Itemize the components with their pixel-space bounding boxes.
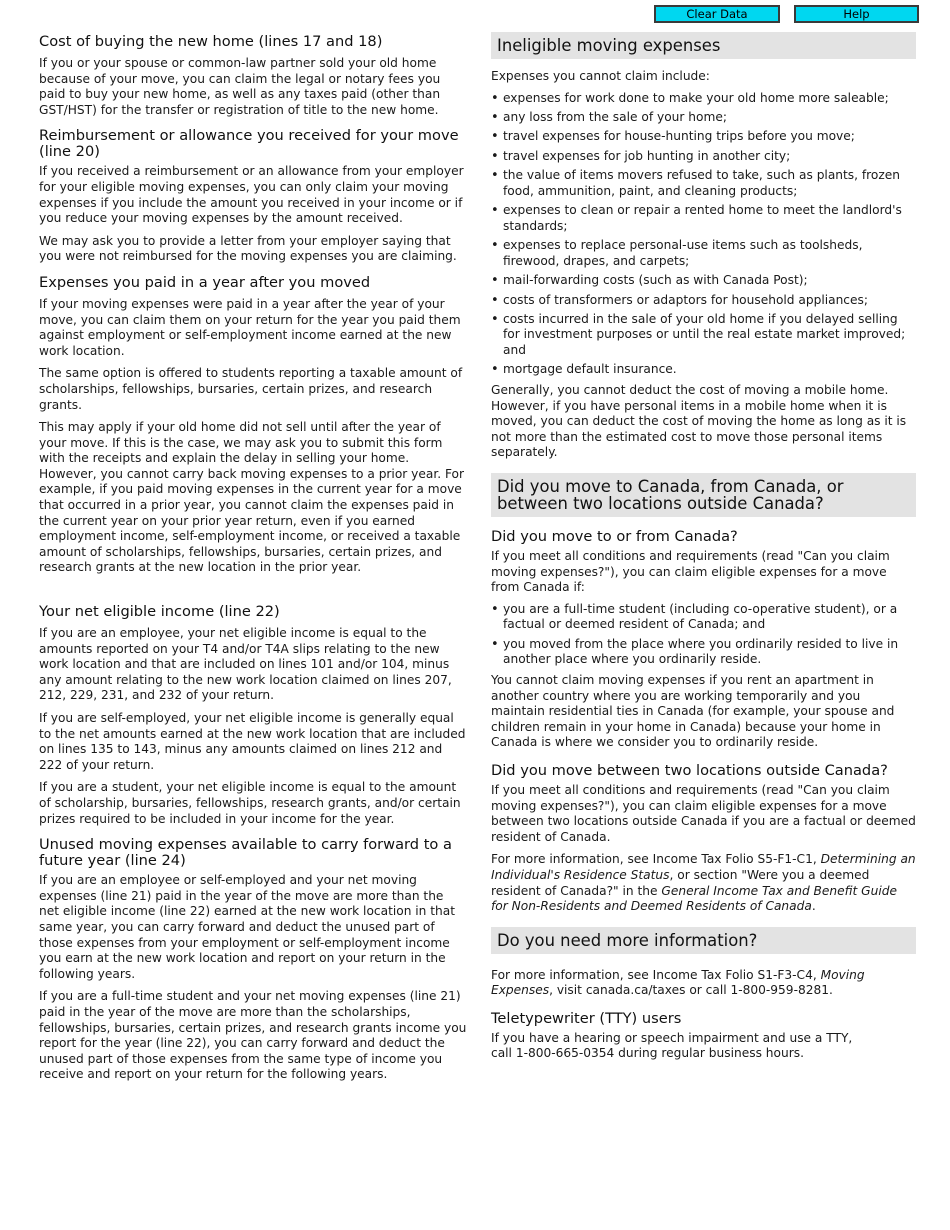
paragraph xyxy=(491,968,916,999)
section-move-canada xyxy=(491,473,916,915)
publication-title: General Income Tax and Benefit Guide for Non-Residents and Deemed Residents of Canada xyxy=(491,883,897,914)
section-heading: Teletypewriter (TTY) users xyxy=(491,1009,682,1027)
paragraph: If you received a reimbursement or an allowance from your employer for your eligible moving expenses, you can only claim your moving expenses if you include the amount you received in your income or if you reduce your moving expenses by the amount received. xyxy=(39,164,464,226)
list-item: • travel expenses for job hunting in another city; xyxy=(491,149,916,165)
text-run: For more information, see Income Tax Folio S1-F3-C4, xyxy=(491,967,821,982)
list-item: • travel expenses for house-hunting trips before you move; xyxy=(491,129,916,145)
list-item: • mortgage default insurance. xyxy=(491,362,916,378)
section-ineligible-expenses xyxy=(491,32,916,461)
list-item: • expenses for work done to make your old home more saleable; xyxy=(491,91,916,107)
section-heading: Unused moving expenses available to carry forward to a future year (line 24) xyxy=(39,836,452,870)
section-banner: Ineligible moving expenses xyxy=(491,32,916,59)
section-heading: Expenses you paid in a year after you moved xyxy=(39,273,371,291)
publication-title: Moving Expenses xyxy=(491,967,865,998)
list-item: • costs incurred in the sale of your old home if you delayed selling for investment purposes or until the real estate market improved; and xyxy=(491,312,916,359)
help-button[interactable]: Help xyxy=(794,5,919,23)
list-item: • any loss from the sale of your home; xyxy=(491,110,916,126)
right-column xyxy=(491,32,916,1069)
paragraph: If you are an employee, your net eligible income is equal to the amounts reported on your T4 and/or T4A slips relating to the new work location and that are included on lines 101 and/or 104, minus any amount relating to the new work location claimed on lines 207, 212, 229, 231, and 232 of your return. xyxy=(39,626,452,703)
text-run: . xyxy=(811,899,816,914)
section-cost-of-buying xyxy=(39,34,467,118)
section-reimbursement xyxy=(39,128,467,265)
section-heading: Cost of buying the new home (lines 17 and 18) xyxy=(39,33,383,50)
list-item: • expenses to replace personal-use items such as toolsheds, firewood, drapes, and carpets; xyxy=(491,238,916,269)
section-heading: Did you move between two locations outside Canada? xyxy=(491,761,888,779)
paragraph: If your moving expenses were paid in a year after the year of your move, you can claim them on your return for the year you paid them against employment or self-employment income earned at the new work location. xyxy=(39,296,461,358)
paragraph: This may apply if your old home did not sell until after the year of your move. If this is the case, we may ask you to submit this form with the receipts and explain the delay in selling your home. However, you cannot carry back moving expenses to a prior year. For example, if you paid moving expenses in the current year for a move that occurred in a prior year, you cannot claim the expenses paid in the current year on your prior year return, even if you earned employment income, self-employment income, or received a taxable amount of scholarships, fellowships, bursaries, certain prizes, and research grants at the new location in the prior year. xyxy=(39,420,465,575)
text-run: , visit canada.ca/taxes or call 1-800-959-8281. xyxy=(549,983,833,998)
paragraph: If you are a full-time student and your net moving expenses (line 21) paid in the year of the move are more than the scholarships, fellowships, bursaries, certain prizes, and research grants income you report for the year (line 22), you can carry forward and deduct the unused part of those expenses from the same type of income you receive and report on your return for the following years. xyxy=(39,989,467,1082)
list-item: • you are a full-time student (including co-operative student), or a factual or deemed resident of Canada; and xyxy=(491,602,916,633)
section-banner: Do you need more information? xyxy=(491,927,916,954)
text-run: For more information, see Income Tax Folio S5-F1-C1, xyxy=(491,852,821,867)
ineligible-list xyxy=(491,91,916,378)
section-expenses-after-move xyxy=(39,275,467,576)
paragraph: The same option is offered to students reporting a taxable amount of scholarships, fellowships, bursaries, certain prizes, and research grants. xyxy=(39,366,463,412)
clear-data-button[interactable]: Clear Data xyxy=(654,5,780,23)
paragraph: Generally, you cannot deduct the cost of moving a mobile home. However, if you have personal items in a mobile home when it is moved, you can deduct the cost of moving the home as long as it is not more than the estimated cost to move those personal items separately. xyxy=(491,383,907,460)
paragraph: If you meet all conditions and requirements (read "Can you claim moving expenses?"), you can claim eligible expenses for a move from Canada if: xyxy=(491,549,890,595)
section-heading: Reimbursement or allowance you received for your move (line 20) xyxy=(39,127,459,161)
paragraph: If you meet all conditions and requirements (read "Can you claim moving expenses?"), you can claim eligible expenses for a move between two locations outside Canada if you are a factual or deemed resident of Canada. xyxy=(491,782,916,844)
section-unused-expenses xyxy=(39,837,467,1083)
list-item: • expenses to clean or repair a rented home to meet the landlord's standards; xyxy=(491,203,916,234)
section-heading: Did you move to or from Canada? xyxy=(491,528,738,546)
section-more-information xyxy=(491,927,916,1062)
list-item: • you moved from the place where you ordinarily resided to live in another place where you ordinarily reside. xyxy=(491,637,916,668)
paragraph: We may ask you to provide a letter from your employer saying that you were not reimbursed for the moving expenses you are claiming. xyxy=(39,233,457,264)
paragraph: If you have a hearing or speech impairment and use a TTY, call 1-800-665-0354 during regular business hours. xyxy=(491,1030,853,1061)
paragraph xyxy=(491,852,916,914)
paragraph: You cannot claim moving expenses if you rent an apartment in another country where you are working temporarily and you maintain residential ties in Canada (for example, your spouse and children remain in your home in Canada) because your home in Canada is where we consider you to ordinarily reside. xyxy=(491,672,895,750)
section-net-eligible-income xyxy=(39,604,467,827)
conditions-list xyxy=(491,602,916,668)
section-banner: Did you move to Canada, from Canada, or between two locations outside Canada? xyxy=(491,473,916,517)
paragraph: Expenses you cannot claim include: xyxy=(491,69,710,83)
list-item: • mail-forwarding costs (such as with Canada Post); xyxy=(491,273,916,289)
paragraph: If you are an employee or self-employed and your net moving expenses (line 21) paid in the year of the move are more than the net eligible income (line 22) earned at the new work location in that same year, you can carry forward and deduct the unused part of those expenses from your employment or self-employment income you earn at the new work location and report on your return in the following years. xyxy=(39,873,456,981)
section-heading: Your net eligible income (line 22) xyxy=(39,603,280,621)
left-column xyxy=(39,32,467,1090)
publication-title: Determining an Individual's Residence Status xyxy=(491,852,916,882)
text-run: , or section "Were you a deemed resident of Canada?" in the xyxy=(491,867,870,898)
list-item: • costs of transformers or adaptors for household appliances; xyxy=(491,293,916,309)
paragraph: If you or your spouse or common-law partner sold your old home because of your move, you can claim the legal or notary fees you paid to buy your new home, as well as any taxes paid (other than GST/HST) for the transfer or registration of title to the new home. xyxy=(39,56,441,117)
paragraph: If you are a student, your net eligible income is equal to the amount of scholarship, bursaries, fellowships, research grants, and/or certain prizes required to be included in your income for the year. xyxy=(39,780,461,826)
list-item: • the value of items movers refused to take, such as plants, frozen food, ammunition, paint, and cleaning products; xyxy=(491,168,916,199)
paragraph: If you are self-employed, your net eligible income is generally equal to the net amounts earned at the new work location that are included on lines 135 to 143, minus any amounts claimed on lines 212 and 222 of your return. xyxy=(39,711,466,772)
